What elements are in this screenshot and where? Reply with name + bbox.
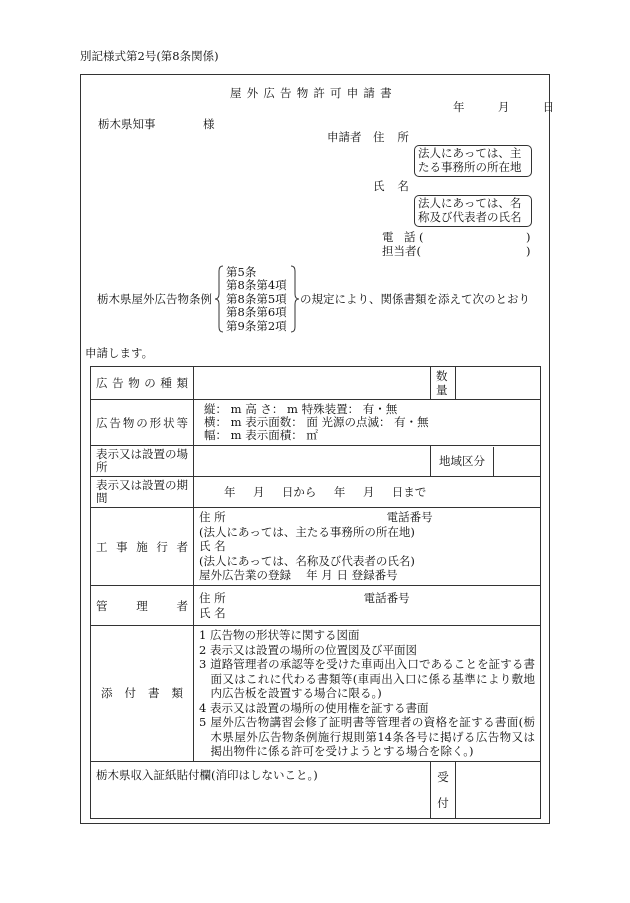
count-label: 数 量 <box>431 367 456 400</box>
kind-label: 広告物の種類 <box>91 367 194 400</box>
application-table <box>90 366 541 819</box>
manager-line-1: 住 所 電話番号 <box>199 591 410 605</box>
name-note-line-2: 称及び代表者の氏名 <box>418 210 522 224</box>
row-manager <box>91 586 541 626</box>
kind-value[interactable] <box>194 367 431 400</box>
row-location <box>91 446 541 477</box>
manager-value[interactable] <box>194 586 541 626</box>
address-note-line-2: たる事務所の所在地 <box>418 160 522 174</box>
region-value[interactable] <box>494 447 540 476</box>
applicant-name-label: 氏 名 <box>373 179 414 193</box>
attachment-2: 2 表示又は設置の場所の位置図及び平面図 <box>199 642 417 657</box>
row-shape <box>91 400 541 446</box>
date-day: 日 <box>542 100 555 114</box>
row-attachments <box>91 626 541 762</box>
attachment-5: 5 屋外広告物講習会修了証明書等管理者の資格を証する書面(栃木県屋外広告物条例施行規則第14条各号に掲げる広告物又は掲出物件に係る許可を受けようとする場合を除く。) <box>199 715 535 758</box>
date-month: 月 <box>497 100 510 114</box>
article-3: 第8条第5項 <box>226 291 287 306</box>
form-id: 別記様式第2号(第8条関係) <box>80 49 219 63</box>
receipt-value <box>456 761 541 818</box>
name-note-line-1: 法人にあっては、名 <box>418 196 522 210</box>
shape-label: 広告物の形状等 <box>91 400 194 446</box>
row-kind <box>91 367 541 400</box>
shape-row-1: 縦： m 高 さ： m 特殊装置： 有・無 <box>204 402 398 416</box>
contractor-line-2: (法人にあっては、主たる事務所の所在地) <box>199 524 415 539</box>
row-period <box>91 477 541 508</box>
form-title: 屋外広告物許可申請書 <box>230 86 397 100</box>
attachments-value <box>194 626 541 762</box>
stamp-area <box>91 761 431 818</box>
ordinance-name: 栃木県屋外広告物条例 <box>97 292 212 306</box>
applicant-address-label: 住 所 <box>373 130 414 144</box>
stamp-label: 栃木県収入証紙貼付欄(消印はしないこと。) <box>96 767 318 782</box>
phone-close: ) <box>526 230 531 244</box>
manager-label: 管理者 <box>91 586 194 626</box>
addressee-honorific: 様 <box>203 117 215 131</box>
ordinance-text: の規定により、関係書類を添えて次のとおり <box>300 292 530 306</box>
address-note-line-1: 法人にあっては、主 <box>418 146 522 160</box>
date-year: 年 <box>453 100 465 114</box>
contact-label: 担当者( <box>382 244 421 258</box>
location-label: 表示又は設置の場所 <box>91 446 194 477</box>
region-label: 地域区分 <box>431 447 494 476</box>
addressee-name: 栃木県知事 <box>98 117 156 131</box>
count-value[interactable] <box>456 367 541 400</box>
contractor-line-1: 住 所 電話番号 <box>199 510 433 525</box>
location-value[interactable] <box>194 446 431 477</box>
date-line <box>453 100 554 114</box>
article-list <box>226 266 287 333</box>
row-contractor <box>91 508 541 586</box>
shape-row-2: 横： m 表示面数： 面 光源の点滅： 有・無 <box>204 415 429 429</box>
contractor-line-5: 屋外広告業の登録 年 月 日 登録番号 <box>199 568 398 583</box>
attachments-label: 添付書類 <box>91 626 194 762</box>
left-brace-icon <box>214 265 224 333</box>
shape-row-3: 幅： m 表示面積： ㎡ <box>204 428 318 442</box>
attachment-4: 4 表示又は設置の場所の使用権を証する書面 <box>199 700 429 715</box>
period-label: 表示又は設置の期間 <box>91 477 194 508</box>
receipt-label: 受 付 <box>431 761 456 818</box>
region-cell <box>431 446 541 477</box>
attachment-1: 1 広告物の形状等に関する図面 <box>199 628 360 642</box>
article-1: 第5条 <box>226 265 257 279</box>
contact-close: ) <box>526 244 531 258</box>
contractor-label: 工事施行者 <box>91 508 194 586</box>
article-2: 第8条第4項 <box>226 278 287 293</box>
shape-value[interactable] <box>194 400 541 446</box>
row-stamp <box>91 761 541 818</box>
phone-label: 電 話( <box>382 230 427 244</box>
period-value[interactable]: 年 月 日から 年 月 日まで <box>194 477 541 508</box>
contractor-line-3: 氏 名 <box>199 539 226 554</box>
attachment-3: 3 道路管理者の承認等を受けた車両出入口であることを証する書面又はこれに代わる書類等(車両出入口に係る基準により敷地内広告板を設置する場合に限る。) <box>199 657 535 700</box>
applicant-label: 申請者 <box>327 130 362 144</box>
manager-line-2: 氏 名 <box>199 605 226 620</box>
contractor-line-4: (法人にあっては、名称及び代表者の氏名) <box>199 553 415 568</box>
right-brace-icon <box>290 265 300 333</box>
article-4: 第8条第6項 <box>226 305 287 320</box>
article-5: 第9条第2項 <box>226 318 287 333</box>
ordinance-text-continued: 申請します。 <box>85 346 154 360</box>
contractor-value[interactable] <box>194 508 541 586</box>
